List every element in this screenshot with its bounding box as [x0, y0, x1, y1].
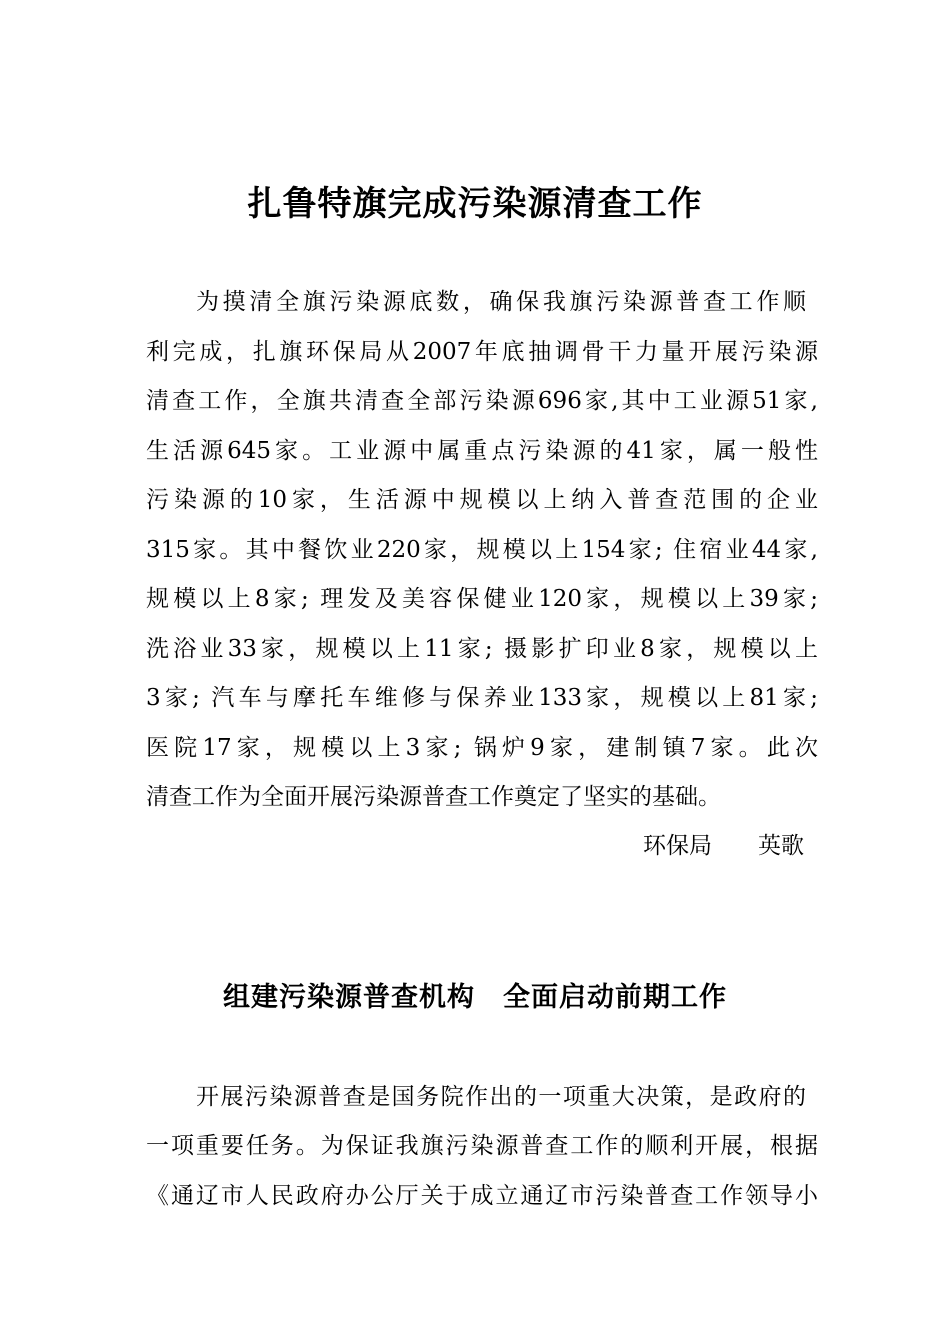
paragraph-line: 清查工作为全面开展污染源普查工作奠定了坚实的基础。 — [146, 784, 721, 810]
paragraph-line: 清查工作，全旗共清查全部污染源696家,其中工业源51家, — [146, 388, 818, 414]
paragraph-line: 规模以上8家; 理发及美容保健业120家，规模以上39家; — [146, 586, 818, 612]
paragraph-line: 开展污染源普查是国务院作出的一项重大决策，是政府的 — [196, 1084, 806, 1110]
paragraph-line: 医院17家，规模以上3家; 锅炉9家，建制镇7家。此次 — [146, 735, 818, 761]
article-title: 组建污染源普查机构 全面启动前期工作 — [223, 982, 727, 1013]
article-signature: 环保局 英歌 — [643, 833, 804, 859]
paragraph-line: 《通辽市人民政府办公厅关于成立通辽市污染普查工作领导小 — [146, 1183, 818, 1209]
paragraph-line: 洗浴业33家，规模以上11家; 摄影扩印业8家，规模以上 — [146, 636, 818, 662]
paragraph-line: 污染源的10家，生活源中规模以上纳入普查范围的企业 — [146, 487, 818, 513]
paragraph-line: 为摸清全旗污染源底数，确保我旗污染源普查工作顺 — [196, 289, 806, 315]
paragraph-line: 生活源645家。工业源中属重点污染源的41家，属一般性 — [146, 438, 818, 464]
paragraph-line: 利完成，扎旗环保局从2007年底抽调骨干力量开展污染源 — [146, 339, 818, 365]
paragraph-line: 3家; 汽车与摩托车维修与保养业133家，规模以上81家; — [146, 685, 818, 711]
article-title: 扎鲁特旗完成污染源清查工作 — [247, 184, 703, 224]
paragraph-line: 315家。其中餐饮业220家，规模以上154家; 住宿业44家, — [146, 537, 818, 563]
paragraph-line: 一项重要任务。为保证我旗污染源普查工作的顺利开展，根据 — [146, 1133, 818, 1159]
